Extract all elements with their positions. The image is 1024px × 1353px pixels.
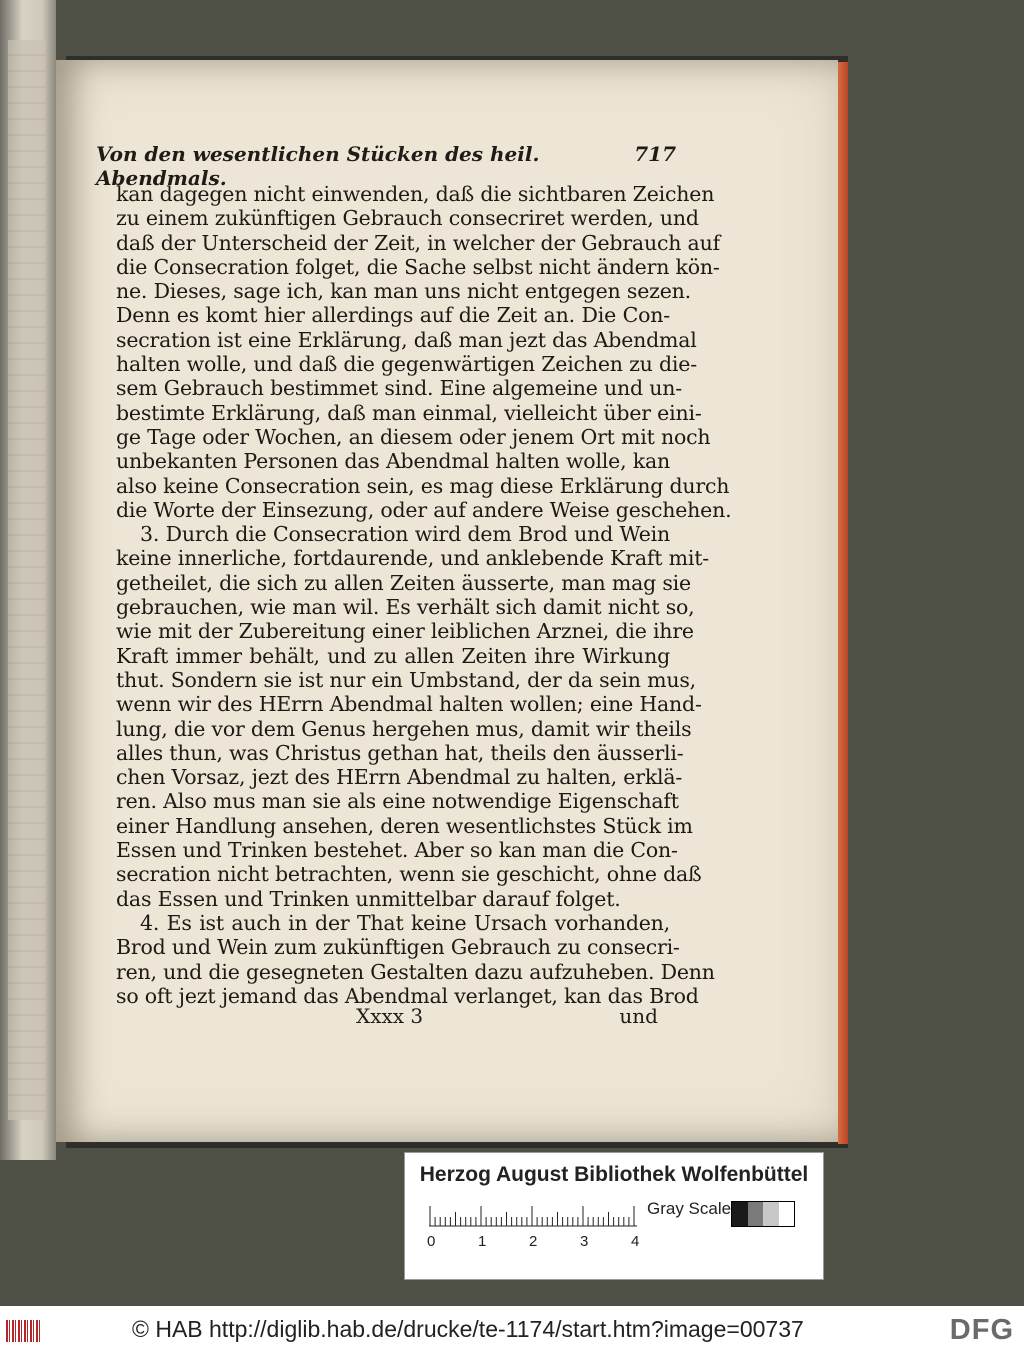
text-line: wenn wir des HErrn Abendmal halten wollen; eine Hand- <box>116 692 702 717</box>
text-line: keine innerliche, fortdaurende, und anklebende Kraft mit- <box>116 546 709 571</box>
ruler-labels <box>427 1233 647 1255</box>
text-line: Brod und Wein zum zukünftigen Gebrauch zu consecri- <box>116 935 680 960</box>
page-number: 717 <box>634 142 676 166</box>
color-calibration-card <box>404 1152 824 1280</box>
text-line: ren. Also mus man sie als eine notwendige Eigenschaft <box>116 789 679 814</box>
hab-barcode-logo <box>6 1320 42 1342</box>
ruler-label: 0 <box>427 1233 436 1250</box>
text-line: so oft jezt jemand das Abendmal verlanget, kan das Brod <box>116 983 699 1008</box>
running-head: Von den wesentlichen Stücken des heil. Abendmals. <box>96 142 540 190</box>
ruler-label: 4 <box>631 1233 640 1250</box>
gray-scale-patches <box>731 1201 795 1227</box>
ruler-label: 3 <box>580 1233 589 1250</box>
signature-mark: Xxxx 3 <box>356 1004 424 1028</box>
ruler-label: 2 <box>529 1233 538 1250</box>
bottom-credit-bar <box>0 1306 1024 1353</box>
adjacent-page-edge <box>0 0 56 1160</box>
text-line: das Essen und Trinken unmittelbar darauf folget. <box>116 886 621 911</box>
ruler-scale <box>429 1205 637 1227</box>
text-line: einer Handlung ansehen, deren wesentlichstes Stück im <box>116 813 693 838</box>
text-line: alles thun, was Christus gethan hat, theils den äusserli- <box>116 740 684 765</box>
text-line: 4. Es ist auch in der That keine Ursach vorhanden, <box>140 910 670 935</box>
text-line: secration ist eine Erklärung, daß man jezt das Abendmal <box>116 327 697 352</box>
text-line: Denn es komt hier allerdings auf die Zeit an. Die Con- <box>116 303 670 328</box>
gray-patch <box>779 1202 795 1226</box>
text-line: die Consecration folget, die Sache selbst nicht ändern kön- <box>116 254 720 279</box>
gray-patch <box>748 1202 764 1226</box>
text-line: Essen und Trinken bestehet. Aber so kan man die Con- <box>116 838 678 863</box>
text-line: gebrauchen, wie man wil. Es verhält sich damit nicht so, <box>116 595 695 620</box>
gray-scale-label: Gray Scale <box>647 1199 732 1218</box>
dfg-logo: DFG <box>949 1314 1014 1346</box>
ruler-label: 1 <box>478 1233 487 1250</box>
text-line: ge Tage oder Wochen, an diesem oder jenem Ort mit noch <box>116 424 711 449</box>
body-text <box>116 182 732 1008</box>
text-line: thut. Sondern sie ist nur ein Umbstand, der da sein mus, <box>116 667 696 692</box>
text-line: chen Vorsaz, jezt des HErrn Abendmal zu halten, erklä- <box>116 765 683 790</box>
text-line: zu einem zukünftigen Gebrauch consecriret werden, und <box>116 206 699 231</box>
gray-patch <box>763 1202 779 1226</box>
text-line: sem Gebrauch bestimmet sind. Eine algemeine und un- <box>116 376 682 401</box>
text-line: ren, und die gesegneten Gestalten dazu aufzuheben. Denn <box>116 959 715 984</box>
text-line: Kraft immer behält, und zu allen Zeiten ihre Wirkung <box>116 643 670 668</box>
text-line: ne. Dieses, sage ich, kan man uns nicht entgegen sezen. <box>116 279 691 304</box>
text-line: also keine Consecration sein, es mag diese Erklärung durch <box>116 473 730 498</box>
adjacent-page-texture <box>8 40 46 1120</box>
copyright-link[interactable]: © HAB http://diglib.hab.de/drucke/te-1174/start.htm?image=00737 <box>132 1316 804 1342</box>
text-line: die Worte der Einsezung, oder auf andere Weise geschehen. <box>116 497 732 522</box>
text-line: daß der Unterscheid der Zeit, in welcher der Gebrauch auf <box>116 230 720 255</box>
text-line: lung, die vor dem Genus hergehen mus, damit wir theils <box>116 716 692 741</box>
text-line: bestimte Erklärung, daß man einmal, vielleicht über eini- <box>116 400 702 425</box>
text-line: 3. Durch die Consecration wird dem Brod und Wein <box>140 522 670 547</box>
text-line: secration nicht betrachten, wenn sie geschicht, ohne daß <box>116 862 702 887</box>
catchword: und <box>619 1004 658 1028</box>
text-line: wie mit der Zubereitung einer leiblichen Arznei, die ihre <box>116 619 694 644</box>
page-footer <box>116 1004 670 1030</box>
text-line: kan dagegen nicht einwenden, daß die sichtbaren Zeichen <box>116 182 715 206</box>
text-line: halten wolle, und daß die gegenwärtigen Zeichen zu die- <box>116 352 697 377</box>
page-red-edge <box>838 62 848 1144</box>
text-line: getheilet, die sich zu allen Zeiten äusserte, man mag sie <box>116 570 691 595</box>
card-title: Herzog August Bibliothek Wolfenbüttel <box>419 1163 809 1186</box>
text-line: unbekanten Personen das Abendmal halten wolle, kan <box>116 449 670 474</box>
gray-patch <box>732 1202 748 1226</box>
